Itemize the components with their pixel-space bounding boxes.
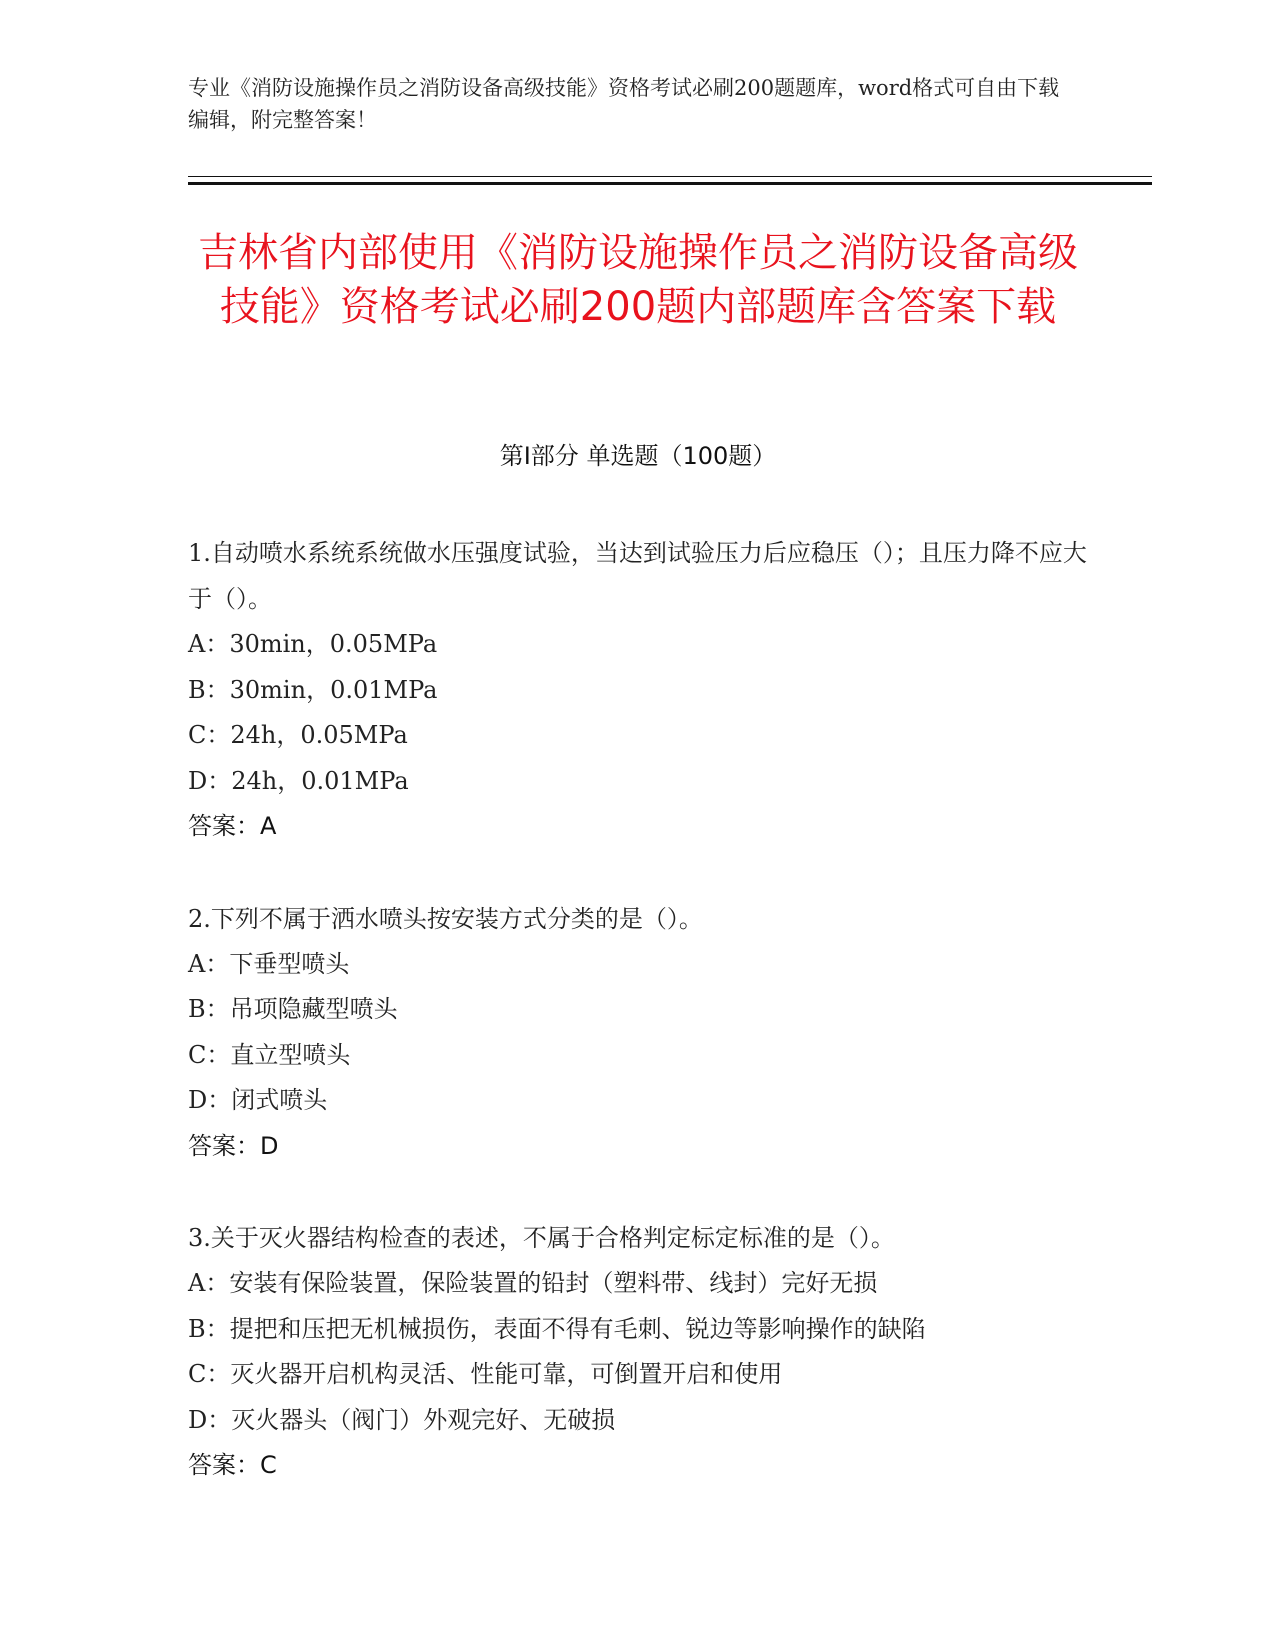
question-3: [188, 1215, 1088, 1489]
header-note: 专业《消防设施操作员之消防设备高级技能》资格考试必刷200题题库，word格式可自由下载编辑，附完整答案！: [188, 76, 1060, 132]
question-2: [188, 896, 1088, 1170]
option-b: B：吊项隐藏型喷头: [188, 995, 398, 1023]
option-c: C：24h，0.05MPa: [188, 721, 408, 749]
option-a: A：30min，0.05MPa: [188, 630, 438, 658]
document-title: 吉林省内部使用《消防设施操作员之消防设备高级技能》资格考试必刷200题内部题库含答案下载: [198, 230, 1078, 330]
option-a: A：下垂型喷头: [188, 949, 350, 978]
question-stem: 1.自动喷水系统系统做水压强度试验，当达到试验压力后应稳压（）；且压力降不应大于（）。: [188, 539, 1087, 613]
answer: 答案：A: [188, 812, 277, 840]
question-1: [188, 530, 1088, 850]
header-divider-thin: [188, 176, 1152, 177]
option-b: B：提把和压把无机械损伤，表面不得有毛刺、锐边等影响操作的缺陷: [188, 1314, 926, 1343]
option-d: D：灭火器头（阀门）外观完好、无破损: [188, 1405, 616, 1434]
section-title: 第Ⅰ部分 单选题（100题）: [499, 442, 777, 470]
question-stem: 2.下列不属于洒水喷头按安装方式分类的是（）。: [188, 904, 703, 933]
option-c: C：直立型喷头: [188, 1040, 351, 1069]
option-c: C：灭火器开启机构灵活、性能可靠，可倒置开启和使用: [188, 1360, 783, 1388]
header-divider-thick: [188, 182, 1152, 185]
question-list: [188, 530, 1088, 1489]
answer: 答案：D: [188, 1131, 279, 1160]
option-a: A：安装有保险装置，保险装置的铅封（塑料带、线封）完好无损: [188, 1269, 878, 1297]
question-stem: 3.关于灭火器结构检查的表述，不属于合格判定标定标准的是（）。: [188, 1224, 895, 1252]
option-d: D：闭式喷头: [188, 1086, 328, 1114]
option-b: B：30min，0.01MPa: [188, 675, 438, 704]
answer: 答案：C: [188, 1451, 277, 1479]
option-d: D：24h，0.01MPa: [188, 766, 409, 795]
